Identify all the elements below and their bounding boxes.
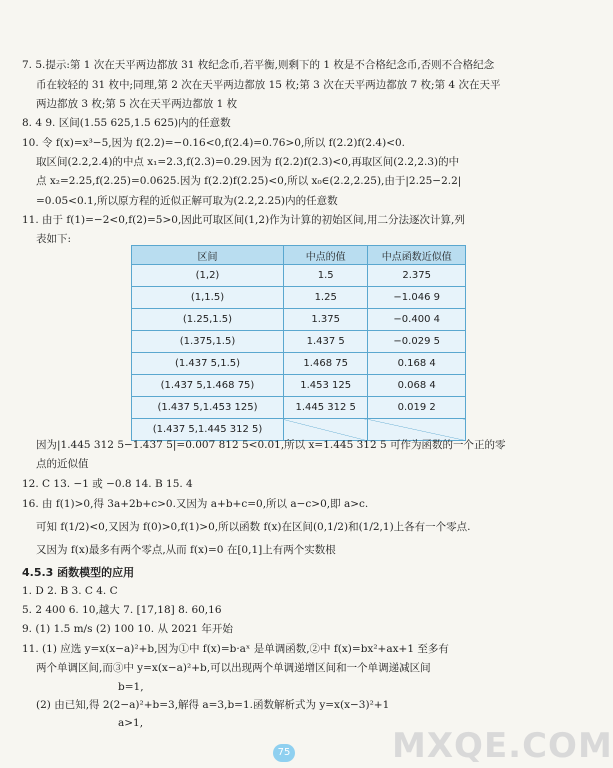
answer-10-line3: 点 x₂=2.25,f(2.25)=0.0625.因为 f(2.2)f(2.25)<0,所以 x₀∈(2.2,2.25),由于|2.25−2.2| [36,175,462,187]
table-cell: 1.445 312 5 [283,397,367,419]
answer-11-line2: 表如下: [36,233,72,245]
table-cell: 1.437 5 [283,331,367,353]
column-header: 中点的值 [283,246,367,265]
answer-10-line4: =0.05<0.1,所以原方程的近似正解可取为(2.2,2.25)内的任意数 [36,195,338,207]
table-row [132,331,466,353]
answer-11-line1: 11. 由于 f(1)=−2<0,f(2)=5>0,因此可取区间(1,2)作为计算的初始区间,用二分法逐次计算,列 [22,214,465,226]
answer-11-system-eq1: b=1, [118,681,144,693]
table-cell: (1.437 5,1.5) [132,353,284,375]
answer-7-line2: 币在较轻的 31 枚中;同理,第 2 次在天平两边都放 15 枚;第 3 次在天平两边都放 7 枚;第 4 次在天平 [36,79,501,91]
table-cell: 1.5 [283,265,367,287]
table-cell: (1.25,1.5) [132,309,284,331]
answer-1-4: 1. D 2. B 3. C 4. C [22,585,118,597]
answer-11-conclusion-line1: 因为|1.445 312 5−1.437 5|=0.007 812 5<0.01,所以 x=1.445 312 5 可作为函数的一个正的零 [36,439,506,451]
table-cell: −0.029 5 [368,331,466,353]
table-cell: 1.375 [283,309,367,331]
table-cell: (1,2) [132,265,284,287]
answer-7-line1: 7. 5.提示:第 1 次在天平两边都放 31 枚纪念币,若平衡,则剩下的 1 枚是不合格纪念币,否则不合格纪念 [22,59,495,71]
answer-16-line2: 可知 f(1/2)<0,又因为 f(0)>0,f(1)>0,所以函数 f(x)在区间(0,1/2)和(1/2,1)上各有一个零点. [36,521,471,533]
table-row [132,353,466,375]
table-cell: (1.437 5,1.468 75) [132,375,284,397]
answer-11-system-eq3: a>1, [118,717,144,729]
table-cell: 0.068 4 [368,375,466,397]
section-heading: 4.5.3 函数模型的应用 [22,566,135,579]
page-number: 75 [273,744,295,762]
table-row [132,375,466,397]
answer-16-line1: 16. 由 f(1)>0,得 3a+2b+c>0.又因为 a+b+c=0,所以 a−c>0,即 a>c. [22,498,369,510]
column-header: 中点函数近似值 [368,246,466,265]
answer-5-8: 5. 2 400 6. 10,越大 7. [17,18] 8. 60,16 [22,604,222,616]
answer-10-line1: 10. 令 f(x)=x³−5,因为 f(2.2)=−0.16<0,f(2.4)=0.76>0,所以 f(2.2)f(2.4)<0. [22,137,406,149]
table-cell: 0.168 4 [368,353,466,375]
answer-11-conclusion-line2: 点的近似值 [36,458,89,470]
table-cell: (1.437 5,1.445 312 5) [132,419,284,441]
table-cell: 1.468 75 [283,353,367,375]
answer-9-10: 9. (1) 1.5 m/s (2) 100 10. 从 2021 年开始 [22,623,233,635]
answer-11-part1-line2: 两个单调区间,而③中 y=x(x−a)²+b,可以出现两个单调递增区间和一个单调递减区间 [36,662,431,674]
table-cell: 0.019 2 [368,397,466,419]
table-row [132,397,466,419]
table-row [132,265,466,287]
table-cell: 1.453 125 [283,375,367,397]
answer-12-15: 12. C 13. −1 或 −0.8 14. B 15. 4 [22,478,193,490]
answer-7-line3: 两边都放 3 枚;第 5 次在天平两边都放 1 枚 [36,98,238,110]
answer-10-line2: 取区间(2.2,2.4)的中点 x₁=2.3,f(2.3)=0.29.因为 f(2.2)f(2.3)<0,再取区间(2.2,2.3)的中 [36,156,460,168]
watermark-text: MXQE.COM [392,726,613,766]
table-cell: −1.046 9 [368,287,466,309]
table-row [132,287,466,309]
answer-8-9: 8. 4 9. 区间(1.55 625,1.5 625)内的任意数 [22,117,231,129]
column-header: 区间 [132,246,284,265]
answer-11-part1-line1: 11. (1) 应选 y=x(x−a)²+b,因为①中 f(x)=b·aˣ 是单调函数,②中 f(x)=bx²+ax+1 至多有 [22,643,449,655]
answer-16-line3: 又因为 f(x)最多有两个零点,从而 f(x)=0 在[0,1]上有两个实数根 [36,544,336,556]
table-cell: (1.375,1.5) [132,331,284,353]
table-cell: 1.25 [283,287,367,309]
table-header-row [132,246,466,265]
table-cell: −0.400 4 [368,309,466,331]
table-cell: (1,1.5) [132,287,284,309]
table-cell: (1.437 5,1.453 125) [132,397,284,419]
bisection-table [131,245,466,441]
table-cell: 2.375 [368,265,466,287]
table-row [132,309,466,331]
answer-11-part2: (2) 由已知,得 2(2−a)²+b=3,解得 a=3,b=1.函数解析式为 y=x(x−3)²+1 [36,699,390,711]
